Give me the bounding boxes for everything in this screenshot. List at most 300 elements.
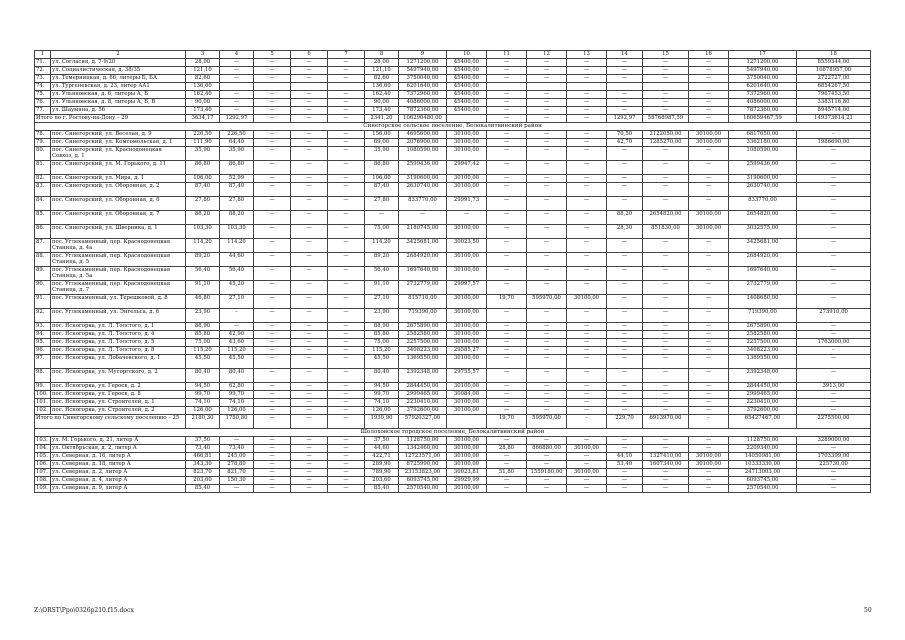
table-cell: 30100,00: [447, 445, 487, 453]
table-cell: —: [254, 67, 291, 75]
address-cell: пос. Синегорский, ул. Шверника, д. 1: [51, 225, 186, 239]
table-cell: —: [328, 131, 365, 139]
table-cell: —: [291, 139, 328, 147]
table-row: [35, 309, 871, 323]
table-cell: —: [291, 309, 328, 323]
table-cell: 30100,00: [447, 485, 487, 493]
table-cell: 6093745,00: [729, 477, 797, 485]
table-cell: —: [254, 131, 291, 139]
table-cell: —: [643, 339, 689, 347]
table-cell: 595970,00: [527, 415, 567, 429]
table-cell: —: [328, 99, 365, 107]
table-cell: 88,20: [607, 211, 643, 225]
table-cell: —: [487, 355, 527, 369]
table-cell: 1986690,00: [797, 139, 871, 147]
table-cell: —: [291, 175, 328, 183]
table-cell: —: [689, 67, 729, 75]
row-number: 72.: [35, 67, 51, 75]
table-cell: [487, 83, 527, 91]
table-cell: —: [567, 369, 607, 383]
table-cell: 2999465,00: [399, 391, 447, 399]
table-cell: —: [797, 399, 871, 407]
data-table: [34, 50, 871, 493]
table-cell: 94,50: [365, 383, 399, 391]
table-row: [35, 485, 871, 493]
table-cell: —: [487, 485, 527, 493]
table-cell: —: [689, 253, 729, 267]
table-cell: 1369550,00: [729, 355, 797, 369]
row-number: 71.: [35, 59, 51, 67]
table-cell: —: [220, 67, 254, 75]
table-row: [35, 461, 871, 469]
table-cell: 30100,00: [447, 183, 487, 197]
table-cell: —: [607, 383, 643, 391]
table-cell: 121,10: [365, 67, 399, 75]
address-cell: ул. Социалистическая, д. 38/35: [51, 67, 186, 75]
table-cell: —: [527, 253, 567, 267]
table-cell: 45400,00: [447, 91, 487, 99]
table-cell: —: [527, 309, 567, 323]
table-row: [35, 267, 871, 281]
column-number-cell: 5: [254, 51, 291, 59]
table-cell: —: [399, 211, 447, 225]
table-cell: —: [254, 477, 291, 485]
table-cell: —: [291, 253, 328, 267]
table-cell: —: [527, 399, 567, 407]
table-cell: 29997,57: [447, 281, 487, 295]
table-cell: —: [487, 347, 527, 355]
table-cell: —: [643, 59, 689, 67]
table-cell: —: [487, 437, 527, 445]
table-cell: —: [291, 369, 328, 383]
table-cell: —: [567, 391, 607, 399]
table-cell: —: [291, 99, 328, 107]
table-cell: —: [607, 445, 643, 453]
table-cell: 70,50: [607, 131, 643, 139]
table-cell: —: [527, 139, 567, 147]
column-number-cell: 8: [365, 51, 399, 59]
table-cell: —: [328, 415, 365, 429]
column-number-cell: 3: [186, 51, 220, 59]
row-number: 109.: [35, 485, 51, 493]
table-cell: 30100,00: [447, 131, 487, 139]
table-cell: –: [567, 415, 607, 429]
column-number-cell: 7: [328, 51, 365, 59]
column-number-cell: 10: [447, 51, 487, 59]
table-cell: —: [643, 99, 689, 107]
table-cell: —: [527, 131, 567, 139]
table-cell: —: [643, 161, 689, 175]
table-cell: [220, 83, 254, 91]
table-cell: —: [689, 323, 729, 331]
table-cell: 56,40: [365, 267, 399, 281]
table-cell: —: [487, 67, 527, 75]
table-cell: —: [291, 183, 328, 197]
table-cell: —: [291, 161, 328, 175]
address-cell: пос. Синегорский, ул. Веселая, д. 9: [51, 131, 186, 139]
table-cell: 30100,00: [447, 253, 487, 267]
address-cell: ул. Согласия, д. 7-9/20: [51, 59, 186, 67]
table-cell: —: [689, 369, 729, 383]
table-row: [35, 331, 871, 339]
table-cell: —: [607, 469, 643, 477]
table-cell: —: [328, 281, 365, 295]
table-cell: —: [607, 239, 643, 253]
row-number: 108.: [35, 477, 51, 485]
column-number-cell: 2: [51, 51, 186, 59]
table-cell: —: [487, 131, 527, 139]
table-cell: [447, 415, 487, 429]
table-cell: 160659467,59: [729, 115, 797, 123]
table-cell: 821,70: [220, 469, 254, 477]
table-cell: 3634,17: [186, 115, 220, 123]
table-cell: 3362180,00: [729, 139, 797, 147]
table-cell: —: [254, 175, 291, 183]
address-cell: ул. Ульяновская, д. 8, литеры А, Б, В: [51, 99, 186, 107]
table-cell: —: [487, 407, 527, 415]
table-cell: 289,90: [365, 461, 399, 469]
table-row: [35, 383, 871, 391]
table-cell: —: [527, 323, 567, 331]
table-cell: —: [328, 399, 365, 407]
table-cell: 30100,00: [689, 131, 729, 139]
table-cell: —: [328, 323, 365, 331]
table-cell: 245,00: [220, 453, 254, 461]
table-cell: —: [527, 239, 567, 253]
table-cell: —: [527, 407, 567, 415]
address-cell: пос. Углекаменный, ул. Энгельса, д. 6: [51, 309, 186, 323]
table-cell: 30100,00: [567, 295, 607, 309]
table-cell: —: [643, 399, 689, 407]
row-number: 90.: [35, 281, 51, 295]
table-cell: 1697640,00: [399, 267, 447, 281]
table-cell: 2122050,00: [643, 131, 689, 139]
table-cell: —: [567, 147, 607, 161]
column-number-row: [35, 51, 871, 59]
table-cell: 64,40: [220, 139, 254, 147]
table-cell: —: [328, 485, 365, 493]
column-number-cell: 11: [487, 51, 527, 59]
table-cell: 3792600,00: [729, 407, 797, 415]
table-cell: 1559180,00: [527, 469, 567, 477]
table-cell: 52,99: [220, 175, 254, 183]
table-cell: 173,40: [365, 107, 399, 115]
table-cell: 87,40: [186, 183, 220, 197]
table-cell: —: [487, 115, 527, 123]
row-number: 78.: [35, 131, 51, 139]
table-cell: 6201640,00: [729, 83, 797, 91]
table-cell: —: [689, 161, 729, 175]
total-row: [35, 415, 871, 429]
table-cell: 2654820,00: [729, 211, 797, 225]
table-cell: 2675890,00: [399, 323, 447, 331]
table-cell: —: [487, 75, 527, 83]
table-cell: 3383116,80: [797, 99, 871, 107]
table-cell: 37,50: [186, 437, 220, 445]
table-cell: 82,60: [365, 75, 399, 83]
table-cell: —: [527, 59, 567, 67]
table-cell: —: [254, 147, 291, 161]
table-row: [35, 139, 871, 147]
table-cell: —: [527, 281, 567, 295]
table-cell: —: [328, 175, 365, 183]
row-number: 104.: [35, 445, 51, 453]
table-cell: 226,50: [186, 131, 220, 139]
address-cell: пос. Ясногорка, ул. Строителей, д. 1: [51, 399, 186, 407]
row-number: 83.: [35, 183, 51, 197]
address-cell: пос. Ясногорка, ул. Л. Толстого, д. 4: [51, 331, 186, 339]
table-cell: 23,90: [186, 309, 220, 323]
table-cell: —: [643, 91, 689, 99]
table-cell: —: [254, 347, 291, 355]
table-cell: 30100,00: [447, 461, 487, 469]
table-cell: —: [328, 267, 365, 281]
table-cell: 2257500,00: [399, 339, 447, 347]
table-cell: —: [487, 383, 527, 391]
table-cell: —: [607, 59, 643, 67]
table-cell: 69,00: [365, 139, 399, 147]
table-cell: 2582580,00: [729, 331, 797, 339]
table-row: [35, 161, 871, 175]
table-cell: 7872360,00: [729, 107, 797, 115]
table-cell: —: [291, 445, 328, 453]
table-cell: 30100,00: [447, 309, 487, 323]
table-cell: —: [220, 59, 254, 67]
table-cell: 28,00: [365, 59, 399, 67]
table-cell: —: [567, 339, 607, 347]
table-cell: —: [328, 391, 365, 399]
table-cell: 30100,00: [447, 355, 487, 369]
table-cell: 80,40: [365, 369, 399, 383]
table-cell: —: [797, 485, 871, 493]
table-cell: 1285270,00: [643, 139, 689, 147]
table-cell: —: [607, 477, 643, 485]
table-cell: —: [567, 91, 607, 99]
table-cell: —: [487, 281, 527, 295]
table-cell: 14050981,00: [729, 453, 797, 461]
table-cell: —: [643, 347, 689, 355]
row-number: 74.: [35, 83, 51, 91]
table-cell: —: [689, 281, 729, 295]
column-number-cell: 9: [399, 51, 447, 59]
table-cell: 45400,00: [447, 99, 487, 107]
section-title: Синегорское сельское поселение, Белокалитвинский район: [35, 123, 871, 131]
table-cell: 1271200,00: [399, 59, 447, 67]
row-number: 106.: [35, 461, 51, 469]
table-cell: –: [689, 415, 729, 429]
table-cell: 28,80: [487, 445, 527, 453]
total-label: Итого по Синегорскому сельскому поселению – 25: [35, 415, 186, 429]
table-cell: 35,90: [220, 147, 254, 161]
table-cell: 466,81: [186, 453, 220, 461]
table-cell: 45,50: [186, 355, 220, 369]
table-cell: —: [567, 225, 607, 239]
table-cell: —: [797, 445, 871, 453]
table-cell: —: [291, 225, 328, 239]
table-cell: —: [291, 453, 328, 461]
table-cell: —: [487, 461, 527, 469]
table-cell: 30100,00: [447, 383, 487, 391]
table-cell: —: [487, 161, 527, 175]
table-cell: —: [291, 67, 328, 75]
table-cell: 73,40: [220, 445, 254, 453]
address-cell: пос. Синегорский, ул. Комсомольская, д. 1: [51, 139, 186, 147]
table-cell: —: [487, 391, 527, 399]
table-cell: 45,50: [220, 355, 254, 369]
row-number: 96.: [35, 347, 51, 355]
row-number: 89.: [35, 267, 51, 281]
table-cell: —: [689, 91, 729, 99]
table-cell: —: [487, 197, 527, 211]
table-cell: —: [607, 485, 643, 493]
table-cell: —: [643, 391, 689, 399]
table-cell: 91,10: [186, 281, 220, 295]
address-cell: пос. Синегорский, ул. М. Горького, д. 11: [51, 161, 186, 175]
address-cell: пос. Синегорский, ул. Оборонная, д. 6: [51, 197, 186, 211]
table-cell: —: [607, 391, 643, 399]
table-cell: —: [291, 295, 328, 309]
table-cell: —: [607, 347, 643, 355]
table-cell: —: [643, 477, 689, 485]
row-number: 85.: [35, 211, 51, 225]
table-cell: 28,30: [607, 225, 643, 239]
table-cell: —: [291, 339, 328, 347]
table-cell: 73,40: [186, 445, 220, 453]
table-cell: —: [689, 239, 729, 253]
table-cell: 3425681,00: [399, 239, 447, 253]
table-cell: 833770,00: [399, 197, 447, 211]
table-cell: —: [487, 147, 527, 161]
table-cell: —: [328, 107, 365, 115]
table-cell: 3425681,00: [729, 239, 797, 253]
table-cell: —: [689, 355, 729, 369]
address-cell: пос. Ясногорка, ул. Лобачевского, д. 1: [51, 355, 186, 369]
table-cell: —: [689, 295, 729, 309]
table-cell: —: [643, 183, 689, 197]
table-cell: —: [254, 281, 291, 295]
table-cell: —: [527, 369, 567, 383]
table-cell: —: [689, 485, 729, 493]
table-cell: 75,00: [186, 339, 220, 347]
table-cell: —: [527, 453, 567, 461]
table-cell: —: [328, 383, 365, 391]
table-cell: —: [567, 253, 607, 267]
table-cell: 45400,00: [447, 75, 487, 83]
table-cell: 30100,00: [447, 225, 487, 239]
table-cell: 62,80: [220, 383, 254, 391]
row-number: 77.: [35, 107, 51, 115]
address-cell: ул. Темерницкая, д. 66, литеры Б, БА: [51, 75, 186, 83]
table-cell: 80,40: [220, 369, 254, 383]
table-cell: —: [797, 407, 871, 415]
table-cell: —: [567, 347, 607, 355]
table-cell: 1408680,00: [729, 295, 797, 309]
table-cell: —: [567, 211, 607, 225]
table-cell: 65427467,00: [729, 415, 797, 429]
table-cell: —: [689, 407, 729, 415]
table-cell: —: [487, 331, 527, 339]
table-cell: —: [797, 323, 871, 331]
table-cell: –: [797, 347, 871, 355]
table-cell: —: [567, 161, 607, 175]
table-cell: —: [328, 437, 365, 445]
table-row: [35, 369, 871, 383]
table-cell: —: [254, 309, 291, 323]
row-number: 92.: [35, 309, 51, 323]
table-cell: 46,80: [186, 295, 220, 309]
table-cell: —: [291, 59, 328, 67]
table-row: [35, 355, 871, 369]
table-cell: 44,10: [607, 453, 643, 461]
table-cell: —: [527, 461, 567, 469]
table-cell: —: [254, 469, 291, 477]
address-cell: пос. Синегорский, ул. Краснодонецкая Совхоз, д. 1: [51, 147, 186, 161]
table-cell: 114,20: [186, 239, 220, 253]
table-cell: —: [607, 437, 643, 445]
table-cell: —: [643, 75, 689, 83]
column-number-cell: 17: [729, 51, 797, 59]
table-cell: 74,10: [365, 399, 399, 407]
table-cell: 30100,00: [447, 453, 487, 461]
table-cell: 1080590,00: [399, 147, 447, 161]
table-cell: 2209340,00: [729, 445, 797, 453]
table-cell: 30100,00: [447, 175, 487, 183]
table-cell: 126,00: [365, 407, 399, 415]
table-row: [35, 239, 871, 253]
table-cell: 45400,00: [447, 83, 487, 91]
table-cell: —: [797, 355, 871, 369]
table-cell: 12723571,00: [399, 453, 447, 461]
table-cell: —: [328, 453, 365, 461]
table-cell: —: [328, 75, 365, 83]
table-cell: —: [328, 147, 365, 161]
table-cell: 30100,00: [689, 211, 729, 225]
table-cell: 27,80: [365, 197, 399, 211]
table-cell: —: [487, 225, 527, 239]
address-cell: пос. Синегорский, ул. Оборонная, д. 2: [51, 183, 186, 197]
table-row: [35, 75, 871, 83]
table-cell: —: [254, 415, 291, 429]
table-cell: 2180,30: [186, 415, 220, 429]
table-cell: 106,00: [186, 175, 220, 183]
table-cell: —: [291, 75, 328, 83]
table-cell: 229,70: [607, 415, 643, 429]
table-cell: 114,20: [220, 239, 254, 253]
table-cell: —: [567, 281, 607, 295]
table-cell: —: [254, 183, 291, 197]
table-cell: 57920327,00: [399, 415, 447, 429]
total-row: [35, 115, 871, 123]
table-cell: —: [487, 253, 527, 267]
table-cell: —: [328, 469, 365, 477]
table-cell: —: [689, 309, 729, 323]
column-number-cell: 14: [607, 51, 643, 59]
table-cell: —: [291, 391, 328, 399]
table-cell: 2630740,00: [399, 183, 447, 197]
table-cell: 10333330,00: [729, 461, 797, 469]
table-cell: —: [328, 225, 365, 239]
table-cell: 8945714,00: [797, 107, 871, 115]
table-cell: 30100,00: [689, 453, 729, 461]
address-cell: ул. Северная, д. 4, литер А: [51, 477, 186, 485]
table-cell: –: [797, 131, 871, 139]
table-cell: —: [487, 453, 527, 461]
column-number-cell: 15: [643, 51, 689, 59]
table-row: [35, 437, 871, 445]
table-cell: 87,40: [220, 183, 254, 197]
address-cell: ул. Северная, д. 18, литер А: [51, 461, 186, 469]
table-cell: 8559344,00: [797, 59, 871, 67]
